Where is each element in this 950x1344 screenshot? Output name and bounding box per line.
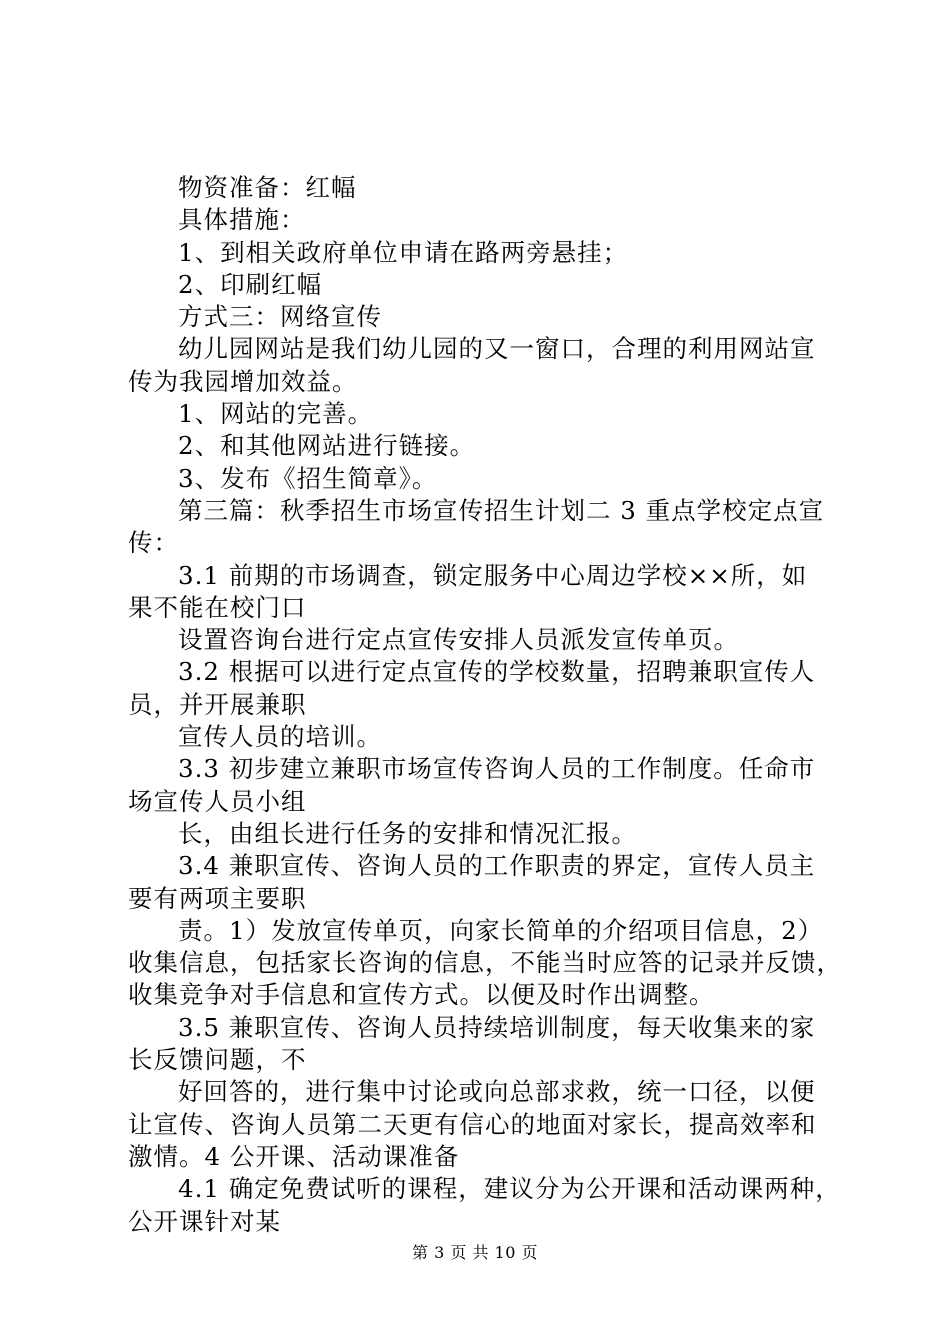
text-line: 1、网站的完善。 — [178, 399, 374, 429]
text-line: 责。1）发放宣传单页，向家长简单的介绍项目信息，2） — [178, 915, 824, 945]
text-line: 第三篇：秋季招生市场宣传招生计划二 3 重点学校定点宣 — [178, 495, 825, 525]
text-line: 传： — [128, 528, 179, 558]
text-line: 3.1 前期的市场调查，锁定服务中心周边学校××所，如 — [178, 560, 808, 590]
text-line: 公开课针对某 — [128, 1206, 281, 1236]
text-line: 3.5 兼职宣传、咨询人员持续培训制度，每天收集来的家 — [178, 1012, 816, 1042]
text-line: 让宣传、咨询人员第二天更有信心的地面对家长，提高效率和 — [128, 1109, 817, 1139]
text-line: 要有两项主要职 — [128, 883, 307, 913]
text-line: 场宣传人员小组 — [128, 786, 307, 816]
text-line: 3.4 兼职宣传、咨询人员的工作职责的界定，宣传人员主 — [178, 851, 816, 881]
text-line: 好回答的，进行集中讨论或向总部求救，统一口径，以便 — [178, 1077, 816, 1107]
text-line: 设置咨询台进行定点宣传安排人员派发宣传单页。 — [178, 625, 739, 655]
text-line: 物资准备：红幅 — [178, 173, 357, 202]
text-line: 3、发布《招生简章》。 — [178, 463, 438, 493]
text-line: 具体措施： — [178, 205, 306, 235]
text-line: 宣传人员的培训。 — [178, 722, 382, 752]
text-line: 收集信息，包括家长咨询的信息，不能当时应答的记录并反馈， — [128, 948, 842, 978]
text-line: 2、印刷红幅 — [178, 269, 323, 299]
document-body — [128, 172, 842, 1238]
page-footer: 第 3 页 共 10 页 — [412, 1243, 538, 1262]
text-line: 3.2 根据可以进行定点宣传的学校数量，招聘兼职宣传人 — [178, 657, 816, 687]
text-line: 收集竞争对手信息和宣传方式。以便及时作出调整。 — [128, 980, 715, 1010]
text-line: 2、和其他网站进行链接。 — [178, 431, 476, 461]
text-line: 长，由组长进行任务的安排和情况汇报。 — [178, 818, 637, 848]
text-line: 3.3 初步建立兼职市场宣传咨询人员的工作制度。任命市 — [178, 754, 816, 784]
text-line: 传为我园增加效益。 — [128, 366, 358, 396]
text-line: 果不能在校门口 — [128, 592, 307, 622]
text-line: 长反馈问题，不 — [128, 1045, 307, 1075]
text-line: 幼儿园网站是我们幼儿园的又一窗口，合理的利用网站宣 — [178, 334, 816, 364]
text-line: 方式三：网络宣传 — [178, 302, 382, 332]
text-line: 4.1 确定免费试听的课程，建议分为公开课和活动课两种， — [178, 1174, 841, 1204]
text-line: 员，并开展兼职 — [128, 689, 307, 719]
text-line: 激情。4 公开课、活动课准备 — [128, 1141, 460, 1171]
text-line: 1、到相关政府单位申请在路两旁悬挂； — [178, 237, 629, 267]
